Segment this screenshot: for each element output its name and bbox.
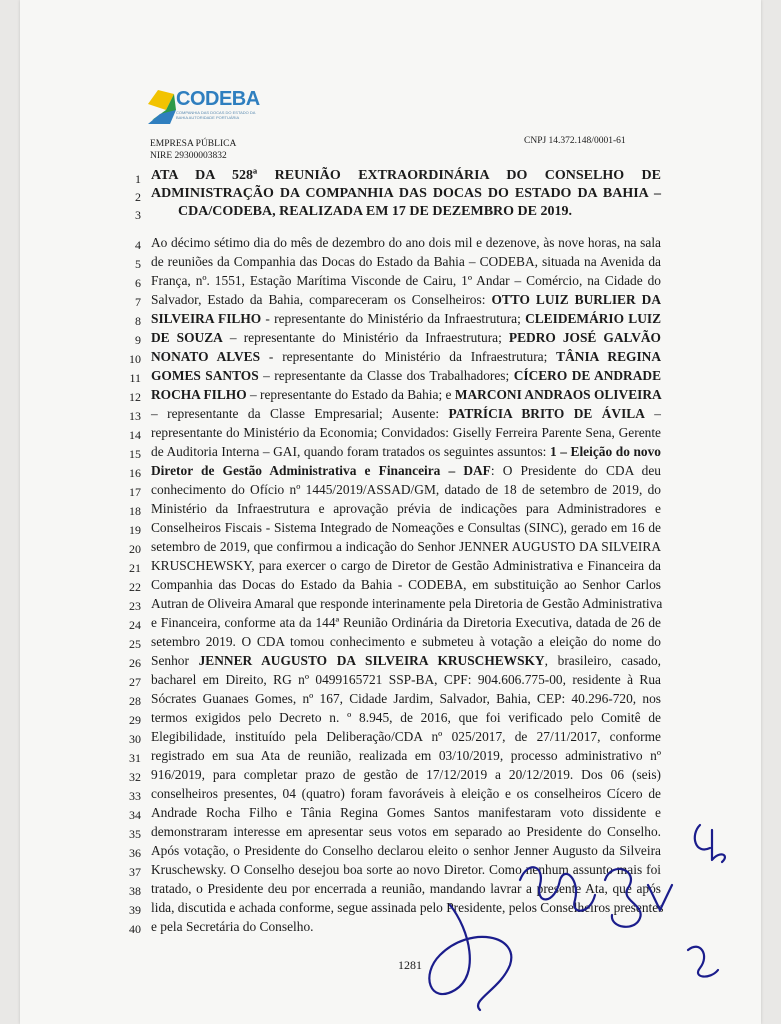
- line-number: 19: [129, 523, 141, 537]
- line-number: 17: [129, 485, 141, 499]
- line-number: 11: [129, 371, 141, 385]
- text-segment: – representante do Estado da Bahia; e: [246, 387, 455, 402]
- line-number: 38: [129, 884, 141, 898]
- body-line-24: e Financeira, conforme ata da 144ª Reunião Ordinária da Diretoria Executiva, datada de 26 de: [151, 615, 661, 630]
- cnpj-label: CNPJ 14.372.148/0001-61: [524, 136, 626, 146]
- body-line-13: [151, 406, 661, 422]
- line-number: 14: [129, 428, 141, 442]
- body-line-18: Ministério da Infraestrutura e aprovação prévia de indicações para Administradores e: [151, 501, 661, 516]
- body-line-37: Kruschewsky. O Conselho desejou boa sorte ao novo Diretor. Como nenhum assunto mais foi: [151, 862, 661, 877]
- line-number: 5: [135, 257, 141, 271]
- body-line-17: conhecimento do Ofício nº 1445/2019/ASSAD/GM, datado de 18 de setembro de 2019, do: [151, 482, 661, 497]
- body-line-14: representante do Ministério da Economia; Convidados: Giselly Ferreira Parente Sena, Gerente: [151, 425, 661, 440]
- body-line-4: Ao décimo sétimo dia do mês de dezembro do ano dois mil e dezenove, às nove horas, na sala: [151, 235, 661, 250]
- line-number: 8: [135, 314, 141, 328]
- line-number: 1: [135, 172, 141, 186]
- line-number: 15: [129, 447, 141, 461]
- line-number: 25: [129, 637, 141, 651]
- text-segment: - representante do Ministério da Infraestrutura;: [260, 349, 557, 364]
- body-line-9: [151, 330, 661, 346]
- name-bold: GOMES SANTOS: [151, 368, 259, 383]
- line-number: 32: [129, 770, 141, 784]
- body-line-16: [151, 463, 661, 479]
- line-number: 27: [129, 675, 141, 689]
- body-line-36: Após votação, o Presidente do Conselho declarou eleito o senhor Jenner Augusto da Silveira: [151, 843, 661, 858]
- title-line-3: CDA/CODEBA, REALIZADA EM 17 DE DEZEMBRO DE 2019.: [178, 204, 572, 219]
- line-number: 34: [129, 808, 141, 822]
- line-number: 33: [129, 789, 141, 803]
- name-bold: OTTO LUIZ BURLIER DA: [491, 292, 661, 307]
- empresa-label: EMPRESA PÚBLICA: [150, 139, 237, 149]
- line-number: 16: [129, 466, 141, 480]
- line-number: 35: [129, 827, 141, 841]
- name-bold: ROCHA FILHO: [151, 387, 247, 402]
- body-line-21: KRUSCHEWSKY, para exercer o cargo de Diretor de Gestão Administrativa e Financeira da: [151, 558, 661, 573]
- line-number: 9: [135, 333, 141, 347]
- body-line-5: de reuniões da Companhia das Docas do Estado da Bahia – CODEBA, situada na Avenida da: [151, 254, 661, 269]
- line-number: 26: [129, 656, 141, 670]
- line-number: 39: [129, 903, 141, 917]
- text-segment: Salvador, Estado da Bahia, compareceram os Conselheiros:: [151, 292, 492, 307]
- body-line-28: Sócrates Guanaes Gomes, nº 167, Cidade Jardim, Salvador, Bahia, CEP: 40.296-720, nos: [151, 691, 661, 706]
- body-line-27: bacharel em Direito, RG nº 0499165721 SSP-BA, CPF: 904.606.775-00, residente à Rua: [151, 672, 661, 687]
- name-bold: MARCONI ANDRAOS OLIVEIRA: [454, 387, 662, 402]
- page-number: 1281: [398, 958, 422, 972]
- name-bold: CLEIDEMÁRIO LUIZ: [525, 311, 662, 326]
- body-line-22: Companhia das Docas do Estado da Bahia - CODEBA, em substituição ao Senhor Carlos: [151, 577, 661, 592]
- body-line-7: [151, 292, 661, 308]
- text-segment: , brasileiro, casado,: [544, 653, 661, 668]
- text-segment: – representante da Classe dos Trabalhadores;: [258, 368, 514, 383]
- line-number: 23: [129, 599, 141, 613]
- text-segment: : O Presidente do CDA deu: [490, 463, 661, 478]
- body-line-6: França, nº. 1551, Estação Marítima Visconde de Cairu, 1º Andar – Comércio, na Cidade do: [151, 273, 661, 288]
- logo-subtext: COMPANHIA DAS DOCAS DO ESTADO DA BAHIA AUTORIDADE PORTUÁRIA: [176, 110, 256, 120]
- body-line-23: Autran de Oliveira Amaral que responde interinamente pela Diretoria de Gestão Administrativa: [151, 596, 663, 611]
- text-segment: –: [644, 406, 662, 421]
- body-line-12: [151, 387, 661, 403]
- body-line-19: Conselheiros Fiscais - Sistema Integrado de Nomeações e Consultas (SINC), gerado em 16 de: [151, 520, 661, 535]
- line-number: 28: [129, 694, 141, 708]
- line-number: 2: [135, 190, 141, 204]
- body-line-31: registrado em sua Ata de reunião, realizada em 03/10/2019, processo administrativo nº: [151, 748, 661, 763]
- body-line-35: demonstraram interesse em apresentar seus votos em separado ao Presidente do Conselho.: [151, 824, 661, 839]
- line-number: 36: [129, 846, 141, 860]
- line-number: 24: [129, 618, 141, 632]
- body-line-10: [151, 349, 661, 365]
- name-bold: SILVEIRA FILHO: [151, 311, 262, 326]
- name-bold: JENNER AUGUSTO DA SILVEIRA KRUSCHEWSKY: [198, 653, 545, 668]
- line-number: 12: [129, 390, 141, 404]
- company-info: [150, 138, 236, 162]
- title-line-2: ADMINISTRAÇÃO DA COMPANHIA DAS DOCAS DO ESTADO DA BAHIA –: [151, 186, 661, 201]
- line-number: 10: [129, 352, 141, 366]
- line-number: 13: [129, 409, 141, 423]
- line-number: 6: [135, 276, 141, 290]
- line-number: 18: [129, 504, 141, 518]
- line-number: 4: [135, 238, 141, 252]
- text-segment: Senhor: [151, 653, 199, 668]
- text-segment: – representante da Classe Empresarial; Ausente:: [151, 406, 449, 421]
- line-number: 21: [129, 561, 141, 575]
- body-line-33: conselheiros presentes, 04 (quatro) foram favoráveis à eleição e os conselheiros Cícero de: [151, 786, 661, 801]
- name-bold: TÂNIA REGINA: [556, 349, 661, 364]
- body-line-8: [151, 311, 661, 327]
- name-bold: CÍCERO DE ANDRADE: [513, 368, 661, 383]
- body-line-34: Andrade Rocha Filho e Tânia Regina Gomes Santos manifestaram voto dissidente e: [151, 805, 661, 820]
- body-line-11: [151, 368, 661, 384]
- text-segment: de Auditoria Interna – GAI, quando foram tratados os seguintes assuntos:: [151, 444, 550, 459]
- logo-text: CODEBA: [176, 88, 260, 110]
- line-number: 30: [129, 732, 141, 746]
- line-number: 20: [129, 542, 141, 556]
- body-line-25: setembro 2019. O CDA tomou conhecimento e submeteu à votação a eleição do nome do: [151, 634, 661, 649]
- line-number: 7: [135, 295, 141, 309]
- text-segment: - representante do Ministério da Infraestrutura;: [261, 311, 526, 326]
- line-number: 22: [129, 580, 141, 594]
- body-line-29: termos exigidos pelo Decreto n. º 8.945, de 2016, que foi verificado pelo Comitê de: [151, 710, 661, 725]
- body-line-30: Elegibilidade, instituído pela Deliberação/CDA nº 025/2017, de 27/11/2017, conforme: [151, 729, 661, 744]
- name-bold: DE SOUZA: [151, 330, 223, 345]
- title-line-1: ATA DA 528ª REUNIÃO EXTRAORDINÁRIA DO CONSELHO DE: [151, 168, 661, 183]
- name-bold: PATRÍCIA BRITO DE ÁVILA: [448, 406, 645, 421]
- agenda-bold: 1 – Eleição do novo: [549, 444, 661, 459]
- body-line-20: setembro de 2019, que confirmou a indicação do Senhor JENNER AUGUSTO DA SILVEIRA: [151, 539, 661, 554]
- body-line-15: [151, 444, 661, 460]
- line-number: 31: [129, 751, 141, 765]
- body-line-32: 916/2019, para completar prazo de gestão de 17/12/2019 a 20/12/2019. Dos 06 (seis): [151, 767, 661, 782]
- name-bold: NONATO ALVES: [151, 349, 261, 364]
- agenda-bold: Diretor de Gestão Administrativa e Financeira – DAF: [151, 463, 491, 478]
- name-bold: PEDRO JOSÉ GALVÃO: [508, 330, 661, 345]
- line-number: 3: [135, 208, 141, 222]
- body-line-40: e pela Secretária do Conselho.: [151, 919, 314, 934]
- body-line-26: [151, 653, 661, 669]
- body-line-38: tratado, o Presidente deu por encerrada a reunião, mandando lavrar a presente Ata, que após: [151, 881, 661, 896]
- line-number: 37: [129, 865, 141, 879]
- text-segment: – representante do Ministério da Infraestrutura;: [222, 330, 509, 345]
- body-line-39: lida, discutida e achada conforme, segue assinada pelo Presidente, pelos Conselheiros presentes: [151, 900, 664, 915]
- line-number: 40: [129, 922, 141, 936]
- line-number: 29: [129, 713, 141, 727]
- nire-label: NIRE 29300003832: [150, 151, 227, 161]
